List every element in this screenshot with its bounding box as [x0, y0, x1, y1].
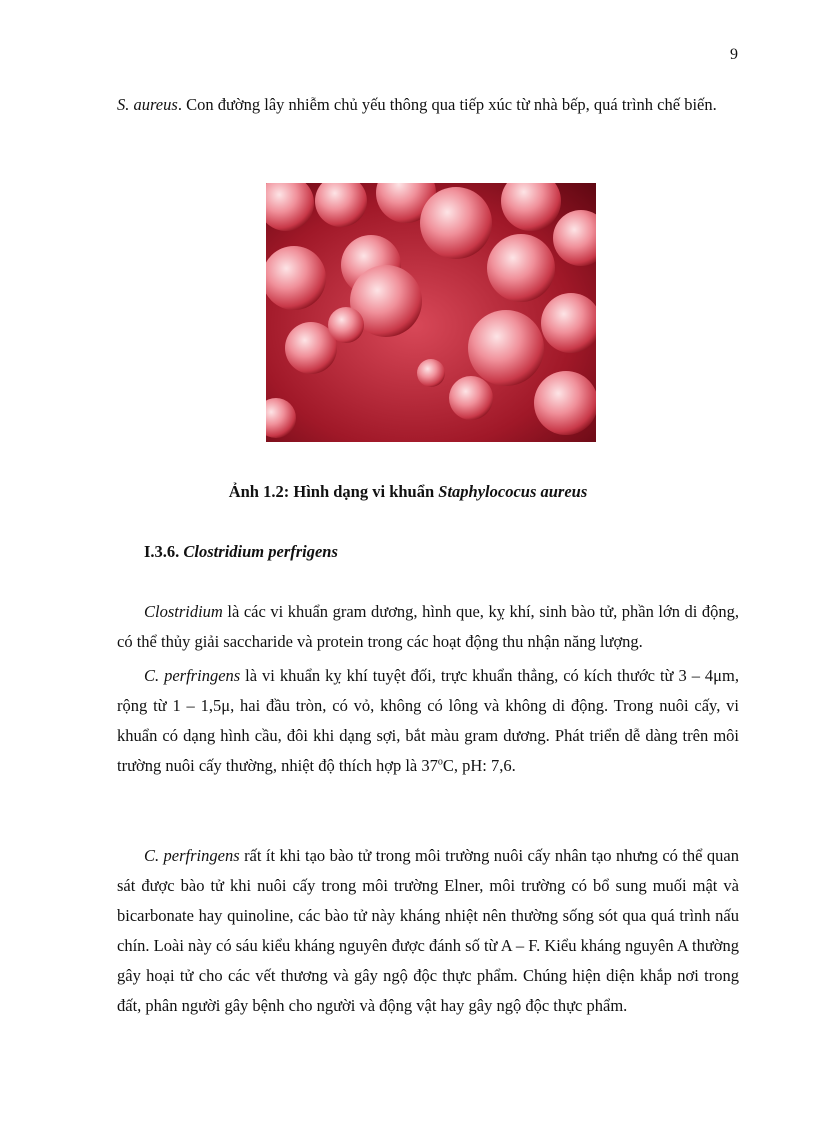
paragraph-perfringens-spores — [117, 841, 739, 1021]
bacteria-micrograph — [266, 183, 596, 442]
degree-symbol: o — [437, 756, 443, 768]
figure-caption — [0, 482, 816, 502]
p3-text: rất ít khi tạo bào tử trong môi trường nuôi cấy nhân tạo nhưng có thể quan sát được bào tử khi nuôi cấy trong môi trường Elner, môi trường có bổ sung muối mật và bicarbonate hay quinoline, các bào tử này kháng nhiệt nên thường sống sót qua quá trình nấu chín. Loài này có sáu kiểu kháng nguyên được đánh số từ A – F. Kiểu kháng nguyên A thường gây hoại tử cho các vết thương và gây ngộ độc thực phẩm. Chúng hiện diện khắp nơi trong đất, phân người gây bệnh cho người và động vật hay gây ngộ độc thực phẩm. — [117, 846, 739, 1015]
p3-species: C. perfringens — [144, 846, 240, 865]
p2-text: là vi khuẩn kỵ khí tuyệt đối, trực khuẩn thẳng, có kích thước từ 3 – 4μm, rộng từ 1 – 1,5μ, hai đầu tròn, có vỏ, không có lông và không di động. Trong nuôi cấy, vi khuẩn có dạng hình cầu, đôi khi dạng sợi, bắt màu gram dương. Phát triển dễ dàng trên môi trường nuôi cấy thường, nhiệt độ thích hợp là 37 — [117, 666, 739, 775]
intro-paragraph — [117, 90, 739, 120]
paragraph-clostridium — [117, 597, 739, 657]
micrograph-image — [266, 183, 596, 442]
intro-species: S. aureus — [117, 95, 178, 114]
p2-species: C. perfringens — [144, 666, 241, 685]
intro-text: . Con đường lây nhiễm chủ yếu thông qua tiếp xúc từ nhà bếp, quá trình chế biến. — [177, 95, 717, 114]
paragraph-perfringens-morphology — [117, 661, 739, 781]
page-number: 9 — [730, 46, 738, 63]
caption-prefix: Ảnh 1.2: Hình dạng vi khuẩn — [228, 482, 439, 501]
section-number: I.3.6. — [144, 542, 184, 561]
p2-text-after: C, pH: 7,6. — [442, 756, 516, 775]
section-heading — [144, 542, 338, 562]
caption-species: Staphylococus aureus — [438, 482, 588, 501]
p1-text: là các vi khuẩn gram dương, hình que, kỵ khí, sinh bào tử, phần lớn di động, có thể thủy giải saccharide và protein trong các hoạt động thu nhận năng lượng. — [117, 602, 739, 651]
p1-species: Clostridium — [144, 602, 223, 621]
section-title: Clostridium perfrigens — [183, 542, 338, 561]
